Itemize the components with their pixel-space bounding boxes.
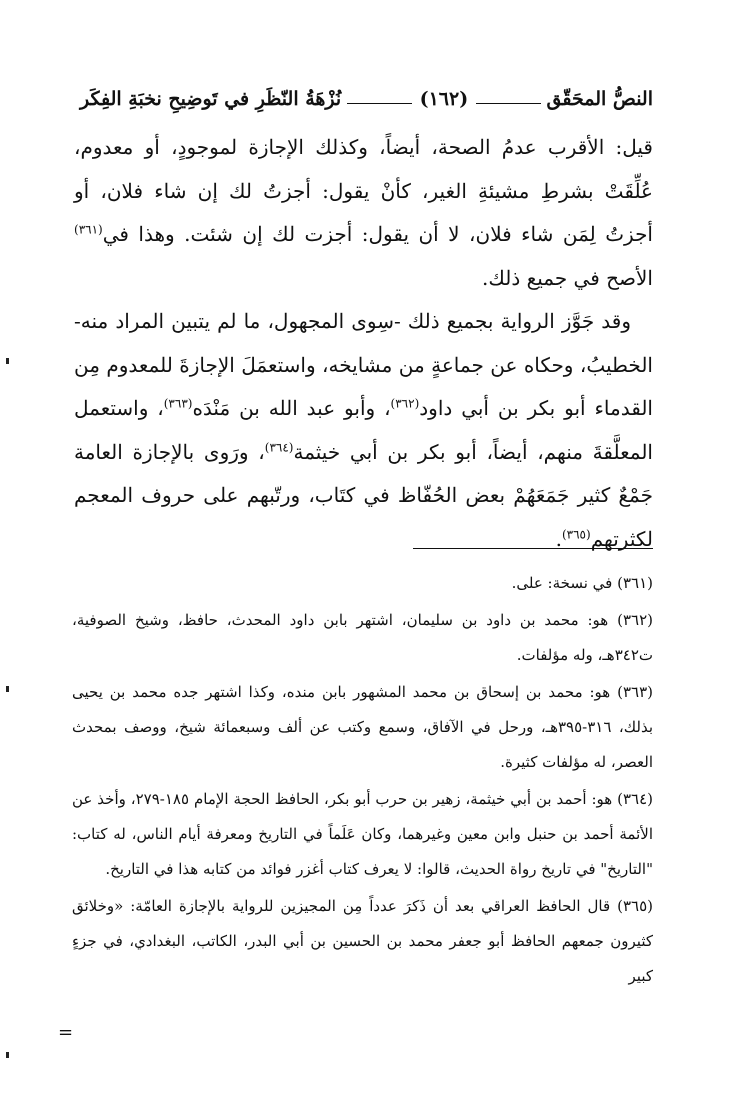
footnotes	[72, 566, 653, 996]
footnote-separator	[413, 548, 653, 549]
footnote-363	[72, 675, 653, 780]
para2-text-3: ، واستعمل المعلَّقةَ منهم، أيضاً، أبو بكر بن أبي خيثمة	[74, 396, 653, 464]
footnote-text: هو: محمد بن إسحاق بن محمد المشهور بابن منده، وكذا اشتهر جده محمد بن يحيى بذلك، ٣١٦-٣٩٥هـ، ورحل في الآفاق، وسمع وكتب عن ألف وسبعمائة شيخ، ووصف بمحدث العصر، له مؤلفات كثيرة.	[72, 683, 654, 771]
footnote-365	[72, 889, 653, 994]
header-rule-left	[347, 103, 411, 104]
footnote-ref-361[interactable]: (٣٦١)	[74, 222, 103, 237]
footnote-ref-365[interactable]: (٣٦٥)	[561, 526, 591, 541]
footnote-number: (٣٦٣)	[617, 683, 653, 701]
footnote-number: (٣٦٥)	[617, 897, 653, 915]
footnote-text: في نسخة: على.	[511, 574, 613, 592]
running-header	[80, 82, 653, 116]
footnote-364	[72, 782, 653, 887]
footnote-ref-362[interactable]: (٣٦٢)	[390, 396, 420, 411]
main-text	[74, 126, 653, 561]
continuation-mark: =	[58, 1022, 74, 1043]
footnote-361	[72, 566, 653, 601]
paragraph-1	[74, 126, 653, 300]
para1-text-2: الأصح في جميع ذلك.	[482, 265, 653, 290]
para2-text-2: ، وأبو عبد الله بن مَنْدَه	[192, 396, 391, 420]
footnote-362	[72, 603, 653, 673]
margin-mark	[6, 1052, 9, 1058]
para2-text-1: وقد جَوَّز الرواية بجميع ذلك -سِوى المجهول، ما لم يتبين المراد منه- الخطيبُ، وحكاه عن جماعةٍ من مشايخه، واستعمَلَ الإجازةَ للمعدوم مِن القدماء أبو بكر بن أبي داود	[74, 309, 653, 420]
margin-mark	[6, 358, 9, 364]
header-rule-right	[476, 103, 540, 104]
para2-text-4: ، ورَوى بالإجازة العامة جَمْعٌ كثير جَمَعَهُمْ بعض الحُفّاظ في كتَاب، ورتّبهم على حروف المعجم لكثرتهم	[74, 439, 653, 551]
footnote-ref-364[interactable]: (٣٦٤)	[264, 439, 294, 454]
page-number: (١٦٢)	[419, 88, 469, 110]
para1-text-1: قيل: الأقرب عدمُ الصحة، أيضاً، وكذلك الإجازة لموجودٍ، أو معدوم، عُلِّقَتْ بشرطِ مشيئةِ الغير، كأنْ يقول: أجزتُ لك إن شاء فلان، أو أجزتُ لِمَن شاء فلان، لا أن يقول: أجزت لك إن شئت. وهذا في	[74, 135, 653, 246]
footnote-text: قال الحافظ العراقي بعد أن ذَكرَ عدداً مِن المجيزين للرواية بالإجازة العامّة: «وخلائق كثيرون جمعهم الحافظ أبو جعفر محمد بن الحسين بن أبي البدر، الكاتب، البغدادي، في جزءٍ كبير	[72, 897, 653, 985]
header-left-title: نُزْهَةُ النّظَرِ في تَوضِيحِ نخبَةِ الفِكَر	[80, 88, 342, 110]
footnote-text: هو: محمد بن داود بن سليمان، اشتهر بابن داود المحدث، حافظ، وشيخ الصوفية، ت٣٤٢هـ، وله مؤلفات.	[72, 611, 653, 664]
footnote-number: (٣٦١)	[617, 574, 653, 592]
margin-mark	[6, 686, 9, 692]
para2-text-5: .	[555, 526, 562, 551]
footnote-number: (٣٦٤)	[617, 790, 653, 808]
header-right-title: النصُّ المحَقّق	[546, 88, 653, 110]
footnote-ref-363[interactable]: (٣٦٣)	[163, 396, 193, 411]
footnote-number: (٣٦٢)	[617, 611, 653, 629]
paragraph-2	[74, 300, 653, 561]
footnote-text: هو: أحمد بن أبي خيثمة، زهير بن حرب أبو بكر، الحافظ الحجة الإمام ١٨٥-٢٧٩، وأخذ عن الأئمة أحمد بن حنبل وابن معين وغيرهما، وكان عَلَماً في التاريخ ومعرفة أيام الناس، له كتاب: "التاريخ" في تاريخ رواة الحديث، قالوا: لا يعرف كتاب أغزر فوائد من كتابه هذا في التاريخ.	[72, 790, 653, 878]
